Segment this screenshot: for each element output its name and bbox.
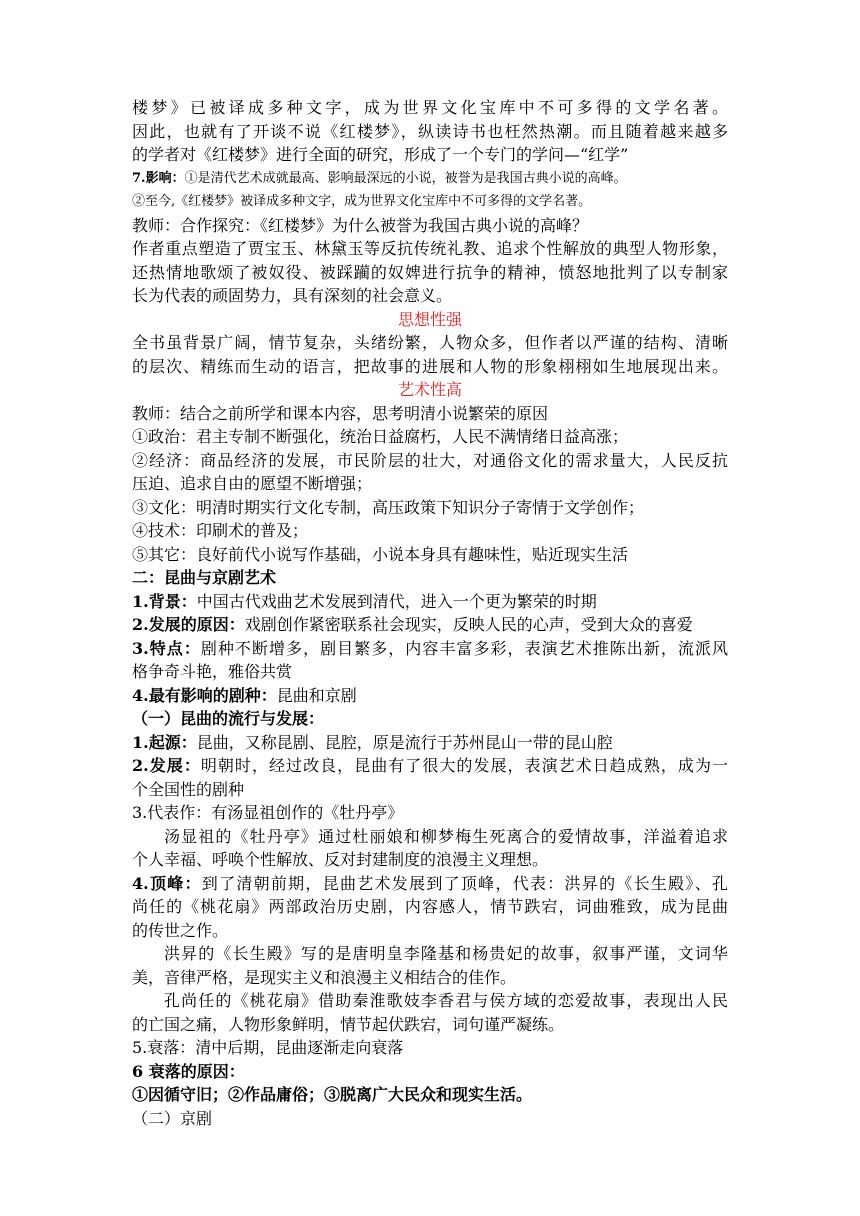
section-heading: 二：昆曲与京剧艺术: [132, 568, 277, 587]
text-line: 因此，也就有了开谈不说《红楼梦》，纵读诗书也枉然热潮。而且随着越来越多: [132, 121, 728, 141]
text-line: 美，音律严格，是现实主义和浪漫主义相结合的佳作。: [132, 967, 517, 987]
text-line: 2.发展：明朝时，经过改良，昆曲有了很大的发展，表演艺术日趋成熟，成为一: [132, 756, 728, 775]
bold-line: ①因循守旧；②作品庸俗；③脱离广大民众和现实生活。: [132, 1085, 533, 1104]
text-line: 1.背景：中国古代戏曲艺术发展到清代，进入一个更为繁荣的时期: [132, 591, 597, 611]
text-line: 压迫、追求自由的愿望不断增强；: [132, 474, 373, 493]
text-line: 全书虽背景广阔，情节复杂，头绪纷繁，人物众多，但作者以严谨的结构、清晰: [132, 333, 728, 352]
text-line: 作者重点塑造了贾宝玉、林黛玉等反抗传统礼教、追求个性解放的典型人物形象，: [132, 239, 728, 258]
text-line: 长为代表的顽固势力，具有深刻的社会意义。: [132, 286, 453, 305]
text-line: 个全国性的剧种: [132, 779, 245, 799]
text-line: ①政治：君主专制不断强化，统治日益腐朽，人民不满情绪日益高涨；: [132, 427, 629, 446]
text-line: 楼梦》已被译成多种文字，成为世界文化宝库中不可多得的文学名著。: [132, 98, 728, 117]
text-line: 的传世之作。: [132, 920, 229, 940]
text-line: 洪昇的《长生殿》写的是唐明皇李隆基和杨贵妃的故事，叙事严谨，文词华: [164, 944, 728, 963]
subsection-heading: （二）京剧: [132, 1108, 213, 1128]
red-heading: 思想性强: [397, 309, 462, 329]
text-line: 3.代表作：有汤显祖创作的《牡丹亭》: [132, 803, 404, 822]
bold-line: 6 衰落的原因：: [132, 1061, 245, 1081]
text-line: 教师：合作探究：《红楼梦》为什么被誉为我国古典小说的高峰？: [132, 215, 589, 235]
text-line: ⑤其它：良好前代小说写作基础，小说本身具有趣味性，贴近现实生活: [132, 544, 629, 564]
text-line: 3.特点：剧种不断增多，剧目繁多，内容丰富多彩，表演艺术推陈出新，流派风: [132, 638, 728, 658]
text-line: 4.最有影响的剧种：昆曲和京剧: [132, 685, 357, 705]
text-line: 的层次、精练而生动的语言，把故事的进展和人物的形象栩栩如生地展现出来。: [132, 356, 728, 376]
text-line: 格争奇斗艳，雅俗共赏: [132, 662, 293, 681]
text-line: 教师：结合之前所学和课本内容，思考明清小说繁荣的原因: [132, 403, 549, 423]
text-line: 的学者对《红楼梦》进行全面的研究，形成了一个专门的学问—“红学”: [132, 145, 629, 164]
text-line: 5.衰落：清中后期，昆曲逐渐走向衰落: [132, 1038, 404, 1057]
text-line: 个人幸福、呼唤个性解放、反对封建制度的浪漫主义理想。: [132, 850, 549, 869]
text-line: 孔尚任的《桃花扇》借助秦淮歌妓李香君与侯方域的恋爱故事，表现出人民: [164, 991, 728, 1010]
text-line: 1.起源：昆曲，又称昆剧、昆腔，原是流行于苏州昆山一带的昆山腔: [132, 732, 613, 752]
text-line: ③文化：明清时期实行文化专制，高压政策下知识分子寄情于文学创作；: [132, 497, 645, 517]
text-line: 的亡国之痛，人物形象鲜明，情节起伏跌宕，词句谨严凝练。: [132, 1014, 565, 1034]
text-line: 2.发展的原因：戏剧创作紧密联系社会现实，反映人民的心声，受到大众的喜爱: [132, 615, 693, 634]
text-line: 7.影响：①是清代艺术成就最高、影响最深远的小说，被誉为是我国古典小说的高峰。: [132, 170, 627, 186]
text-line: ②至今,《红楼梦》被译成多种文字，成为世界文化宝库中不可多得的文学名著。: [132, 194, 592, 209]
text-line: 汤显祖的《牡丹亭》通过杜丽娘和柳梦梅生死离合的爱情故事，洋溢着追求: [164, 826, 728, 846]
text-line: 尚任的《桃花扇》两部政治历史剧，内容感人，情节跌宕，词曲雅致，成为昆曲: [132, 897, 728, 916]
text-line: 还热情地歌颂了被奴役、被踩躏的奴婢进行抗争的精神，愤怒地批判了以专制家: [132, 262, 728, 282]
text-line: ②经济：商品经济的发展，市民阶层的壮大，对通俗文化的需求量大，人民反抗: [132, 450, 728, 470]
document-page: [132, 96, 728, 1130]
red-heading: 艺术性高: [397, 380, 462, 399]
subsection-heading: （一）昆曲的流行与发展：: [132, 709, 325, 728]
text-line: ④技术：印刷术的普及；: [132, 521, 309, 540]
text-line: 4.顶峰：到了清朝前期，昆曲艺术发展到了顶峰，代表：洪昇的《长生殿》、孔: [132, 873, 728, 893]
